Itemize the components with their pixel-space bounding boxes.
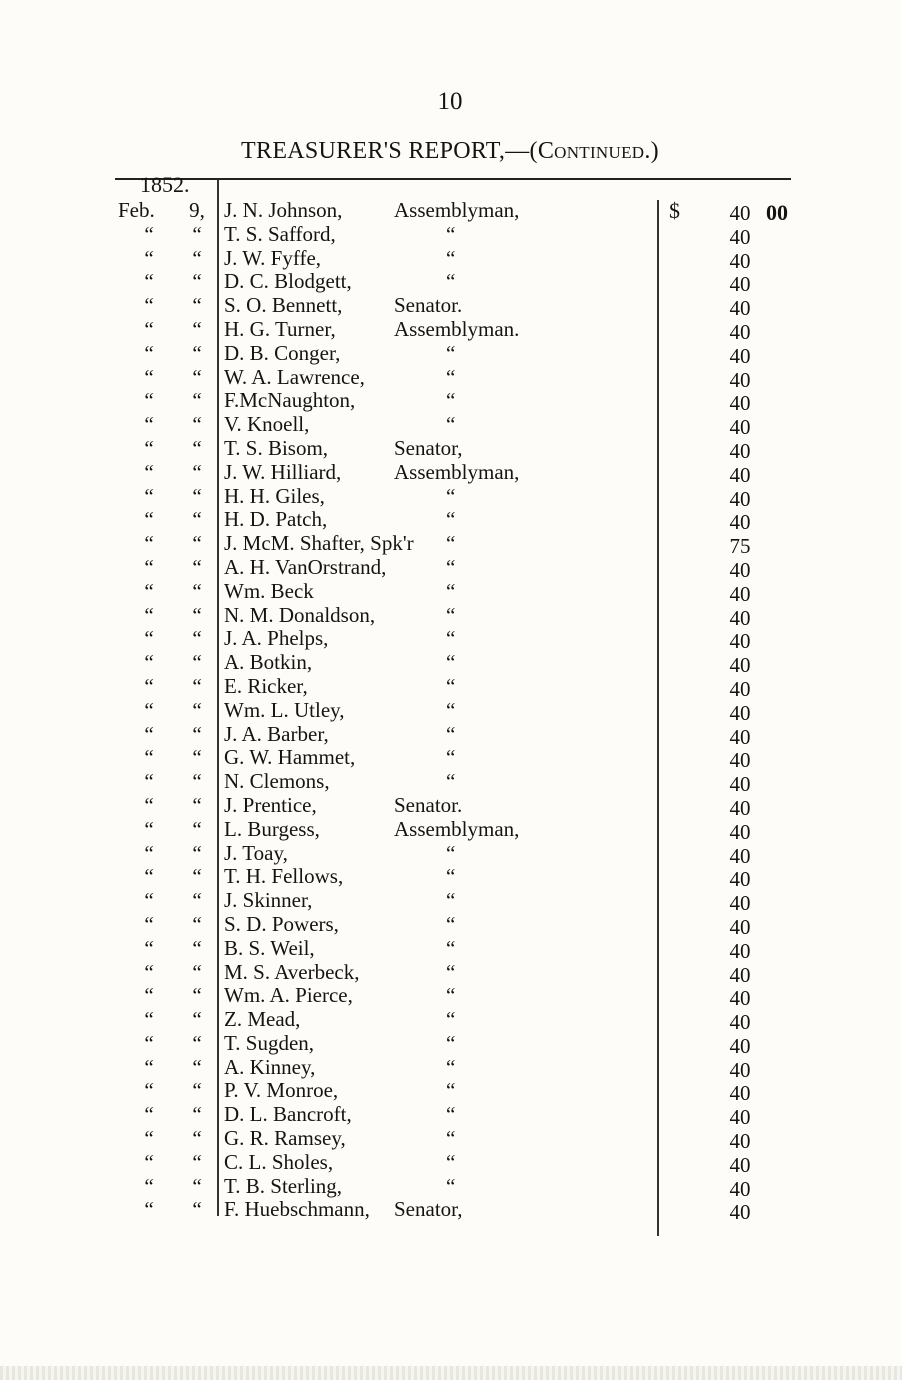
entry-month: “ (144, 459, 154, 484)
ledger-row (0, 721, 902, 749)
entry-amount: 40 (729, 962, 751, 987)
entry-role: Senator. (394, 792, 463, 817)
entry-month: “ (144, 697, 154, 722)
ledger-row (0, 531, 902, 559)
entry-name: A. Kinney, (224, 1054, 316, 1079)
entry-amount: 40 (729, 462, 751, 487)
entry-role: “ (446, 935, 456, 960)
entry-month: “ (144, 269, 154, 294)
entry-role: “ (446, 1126, 456, 1151)
title-close: ) (650, 138, 659, 164)
entry-month: “ (144, 1102, 154, 1127)
entry-amount: 40 (729, 367, 751, 392)
entry-day: “ (192, 1102, 202, 1127)
entry-day: “ (192, 364, 202, 389)
entry-month: “ (144, 1126, 154, 1151)
ledger-row (0, 483, 902, 511)
entry-day: “ (192, 626, 202, 651)
entry-month: “ (144, 840, 154, 865)
entry-role: “ (446, 769, 456, 794)
entry-name: A. H. VanOrstrand, (224, 554, 387, 579)
entry-day: “ (192, 1173, 202, 1198)
ledger-row (0, 983, 902, 1011)
entry-day: “ (192, 959, 202, 984)
entry-day: “ (192, 316, 202, 341)
entry-role: “ (446, 650, 456, 675)
entry-day: “ (192, 745, 202, 770)
ledger-row (0, 888, 902, 916)
ledger-row (0, 673, 902, 701)
entry-month: “ (144, 412, 154, 437)
entry-month: “ (144, 1173, 154, 1198)
entry-day: “ (192, 245, 202, 270)
entry-day: “ (192, 864, 202, 889)
entry-name: Z. Mead, (224, 1007, 301, 1032)
entry-name: T. S. Bisom, (224, 435, 329, 460)
ledger-row (0, 745, 902, 773)
entry-day: “ (192, 769, 202, 794)
entry-amount: 40 (729, 1105, 751, 1130)
cents-value: 00 (766, 200, 788, 225)
entry-name: Wm. A. Pierce, (224, 983, 353, 1008)
entry-day: 9, (189, 198, 205, 222)
entry-day: “ (192, 721, 202, 746)
ledger-row (0, 1149, 902, 1177)
entry-amount: 40 (729, 319, 751, 344)
ledger-row (0, 340, 902, 368)
entry-day: “ (192, 911, 202, 936)
ledger-row (0, 935, 902, 963)
entry-amount: 40 (729, 1057, 751, 1082)
entry-name: J. W. Fyffe, (224, 245, 322, 270)
entry-day: “ (192, 1126, 202, 1151)
entry-name: G. R. Ramsey, (224, 1126, 346, 1151)
entry-day: “ (192, 507, 202, 532)
entry-name: H. D. Patch, (224, 507, 328, 532)
ledger-row (0, 245, 902, 273)
ledger-row (0, 198, 902, 225)
entry-amount: 40 (729, 629, 751, 654)
entry-month: “ (144, 245, 154, 270)
entry-month: “ (144, 1007, 154, 1032)
entry-amount: 40 (729, 486, 751, 511)
entry-amount: 40 (729, 391, 751, 416)
entry-day: “ (192, 1197, 202, 1222)
entry-amount: 40 (729, 1033, 751, 1058)
entry-day: “ (192, 412, 202, 437)
entry-role: “ (446, 507, 456, 532)
entry-day: “ (192, 293, 202, 318)
entry-name: D. B. Conger, (224, 340, 341, 365)
entry-role: “ (446, 864, 456, 889)
entry-day: “ (192, 269, 202, 294)
entry-name: F.McNaughton, (224, 388, 356, 413)
ledger-row (0, 816, 902, 844)
entry-name: H. G. Turner, (224, 316, 336, 341)
entry-month: “ (144, 769, 154, 794)
entry-amount: 40 (729, 914, 751, 939)
entry-month: “ (144, 935, 154, 960)
ledger-row (0, 1007, 902, 1035)
entry-name: H. H. Giles, (224, 483, 325, 508)
entry-amount: 40 (729, 676, 751, 701)
entry-amount: 40 (729, 1152, 751, 1177)
entry-name: S. D. Powers, (224, 911, 339, 936)
entry-month: “ (144, 578, 154, 603)
ledger-row (0, 459, 902, 487)
entry-name: J. W. Hilliard, (224, 459, 342, 484)
entry-role: “ (446, 1078, 456, 1103)
entry-day: “ (192, 531, 202, 556)
entry-day: “ (192, 388, 202, 413)
entry-month: “ (144, 745, 154, 770)
entry-amount: 40 (729, 438, 751, 463)
entry-month: “ (144, 911, 154, 936)
entry-name: N. Clemons, (224, 769, 330, 794)
entry-amount: 40 (729, 1129, 751, 1154)
entry-day: “ (192, 578, 202, 603)
entry-name: M. S. Averbeck, (224, 959, 360, 984)
entry-day: “ (192, 888, 202, 913)
ledger-row (0, 697, 902, 725)
entry-month: “ (144, 483, 154, 508)
ledger-row (0, 626, 902, 654)
entry-role: “ (446, 673, 456, 698)
entry-role: “ (446, 221, 456, 246)
entry-amount: 40 (729, 653, 751, 678)
entry-role: “ (446, 1007, 456, 1032)
entry-month: “ (144, 721, 154, 746)
entry-day: “ (192, 1030, 202, 1055)
entry-month: “ (144, 626, 154, 651)
entry-name: W. A. Lawrence, (224, 364, 365, 389)
dollar-sign: $ (669, 198, 680, 223)
ledger-row (0, 1126, 902, 1154)
entry-role: “ (446, 531, 456, 556)
ledger-row (0, 269, 902, 297)
entry-role: “ (446, 1173, 456, 1198)
entry-amount: 40 (729, 795, 751, 820)
entry-day: “ (192, 340, 202, 365)
entry-day: “ (192, 602, 202, 627)
ledger-rows (0, 198, 902, 1225)
entry-name: T. S. Safford, (224, 221, 336, 246)
ledger-row (0, 1102, 902, 1130)
ledger-row (0, 221, 902, 249)
entry-month: “ (144, 864, 154, 889)
entry-day: “ (192, 1007, 202, 1032)
entry-amount: 40 (729, 748, 751, 773)
entry-role: Assemblyman, (394, 816, 520, 841)
entry-amount: 40 (729, 201, 751, 225)
entry-role: “ (446, 412, 456, 437)
entry-month: “ (144, 888, 154, 913)
entry-month: “ (144, 293, 154, 318)
entry-name: D. L. Bancroft, (224, 1102, 352, 1127)
entry-name: J. N. Johnson, (224, 198, 343, 222)
entry-day: “ (192, 935, 202, 960)
entry-day: “ (192, 1054, 202, 1079)
page-title (150, 138, 750, 165)
entry-day: “ (192, 435, 202, 460)
entry-role: “ (446, 483, 456, 508)
entry-role: “ (446, 1149, 456, 1174)
year-label: 1852. (140, 172, 190, 197)
entry-name: G. W. Hammet, (224, 745, 356, 770)
entry-role: “ (446, 721, 456, 746)
entry-amount: 40 (729, 248, 751, 273)
entry-name: D. C. Blodgett, (224, 269, 352, 294)
entry-name: J. A. Phelps, (224, 626, 329, 651)
entry-role: “ (446, 1054, 456, 1079)
entry-month: “ (144, 435, 154, 460)
entry-role: Senator, (394, 1197, 463, 1222)
entry-role: “ (446, 983, 456, 1008)
entry-role: “ (446, 578, 456, 603)
entry-amount: 40 (729, 843, 751, 868)
ledger-row (0, 364, 902, 392)
entry-amount: 40 (729, 557, 751, 582)
ledger-row (0, 1054, 902, 1082)
entry-month: Feb. (118, 198, 155, 222)
entry-amount: 40 (729, 415, 751, 440)
entry-name: B. S. Weil, (224, 935, 315, 960)
entry-month: “ (144, 983, 154, 1008)
entry-day: “ (192, 697, 202, 722)
title-main: TREASURER'S REPORT,—( (241, 138, 538, 164)
entry-amount: 40 (729, 1200, 751, 1225)
ledger-row (0, 911, 902, 939)
entry-amount: 40 (729, 272, 751, 297)
entry-month: “ (144, 602, 154, 627)
entry-amount: 75 (729, 534, 751, 559)
entry-month: “ (144, 531, 154, 556)
entry-role: “ (446, 911, 456, 936)
entry-amount: 40 (729, 891, 751, 916)
entry-name: N. M. Donaldson, (224, 602, 376, 627)
entry-amount: 40 (729, 867, 751, 892)
entry-role: “ (446, 888, 456, 913)
entry-amount: 40 (729, 224, 751, 249)
entry-amount: 40 (729, 938, 751, 963)
entry-name: T. H. Fellows, (224, 864, 344, 889)
entry-month: “ (144, 1030, 154, 1055)
entry-amount: 40 (729, 772, 751, 797)
entry-role: “ (446, 388, 456, 413)
entry-day: “ (192, 983, 202, 1008)
page-bottom-edge (0, 1366, 902, 1380)
entry-amount: 40 (729, 819, 751, 844)
entry-role: Assemblyman, (394, 459, 520, 484)
entry-role: “ (446, 840, 456, 865)
entry-name: F. Huebschmann, (224, 1197, 370, 1222)
entry-month: “ (144, 1197, 154, 1222)
entry-name: T. B. Sterling, (224, 1173, 343, 1198)
entry-name: J. Skinner, (224, 888, 313, 913)
entry-month: “ (144, 507, 154, 532)
entry-amount: 40 (729, 700, 751, 725)
entry-day: “ (192, 816, 202, 841)
entry-day: “ (192, 792, 202, 817)
entry-role: “ (446, 364, 456, 389)
entry-amount: 40 (729, 1176, 751, 1201)
entry-role: “ (446, 959, 456, 984)
entry-day: “ (192, 650, 202, 675)
entry-name: J. McM. Shafter, Spk'r (224, 531, 414, 556)
entry-month: “ (144, 1078, 154, 1103)
entry-month: “ (144, 221, 154, 246)
entry-day: “ (192, 221, 202, 246)
entry-amount: 40 (729, 581, 751, 606)
entry-name: C. L. Sholes, (224, 1149, 334, 1174)
entry-name: J. Prentice, (224, 792, 317, 817)
ledger-row (0, 1173, 902, 1201)
entry-amount: 40 (729, 343, 751, 368)
ledger-row (0, 1078, 902, 1106)
entry-amount: 40 (729, 296, 751, 321)
entry-role: “ (446, 340, 456, 365)
ledger-row (0, 864, 902, 892)
entry-name: J. A. Barber, (224, 721, 329, 746)
ledger-row (0, 578, 902, 606)
entry-day: “ (192, 483, 202, 508)
entry-role: “ (446, 745, 456, 770)
entry-month: “ (144, 959, 154, 984)
ledger-row (0, 1030, 902, 1058)
title-continued: Continued. (537, 138, 651, 164)
entry-role: “ (446, 1030, 456, 1055)
entry-name: L. Burgess, (224, 816, 320, 841)
entry-name: T. Sugden, (224, 1030, 315, 1055)
entry-amount: 40 (729, 510, 751, 535)
page-number: 10 (437, 88, 463, 115)
entry-amount: 40 (729, 1081, 751, 1106)
entry-role: “ (446, 245, 456, 270)
ledger-row (0, 316, 902, 344)
entry-day: “ (192, 840, 202, 865)
ledger-row (0, 840, 902, 868)
entry-name: Wm. L. Utley, (224, 697, 345, 722)
entry-day: “ (192, 1078, 202, 1103)
entry-name: E. Ricker, (224, 673, 308, 698)
entry-month: “ (144, 650, 154, 675)
ledger-row (0, 959, 902, 987)
entry-role: “ (446, 1102, 456, 1127)
entry-day: “ (192, 1149, 202, 1174)
entry-role: “ (446, 554, 456, 579)
ledger-row (0, 435, 902, 463)
ledger-row (0, 602, 902, 630)
entry-month: “ (144, 316, 154, 341)
entry-amount: 40 (729, 1010, 751, 1035)
ledger-row (0, 412, 902, 440)
entry-role: Assemblyman, (394, 198, 520, 222)
entry-day: “ (192, 459, 202, 484)
entry-name: V. Knoell, (224, 412, 310, 437)
ledger-row (0, 388, 902, 416)
ledger-row (0, 1197, 902, 1225)
entry-month: “ (144, 1054, 154, 1079)
entry-month: “ (144, 364, 154, 389)
entry-name: S. O. Bennett, (224, 293, 343, 318)
entry-amount: 40 (729, 724, 751, 749)
entry-month: “ (144, 554, 154, 579)
entry-role: Assemblyman. (394, 316, 520, 341)
entry-month: “ (144, 388, 154, 413)
entry-role: Senator. (394, 293, 463, 318)
entry-role: Senator, (394, 435, 463, 460)
entry-role: “ (446, 626, 456, 651)
entry-month: “ (144, 816, 154, 841)
entry-name: A. Botkin, (224, 650, 313, 675)
entry-month: “ (144, 1149, 154, 1174)
entry-month: “ (144, 792, 154, 817)
ledger-row (0, 507, 902, 535)
ledger-row (0, 293, 902, 321)
entry-month: “ (144, 340, 154, 365)
entry-name: J. Toay, (224, 840, 288, 865)
entry-role: “ (446, 697, 456, 722)
entry-amount: 40 (729, 605, 751, 630)
entry-name: P. V. Monroe, (224, 1078, 339, 1103)
entry-day: “ (192, 554, 202, 579)
entry-role: “ (446, 269, 456, 294)
ledger-row (0, 769, 902, 797)
entry-role: “ (446, 602, 456, 627)
ledger-row (0, 792, 902, 820)
ledger-row (0, 650, 902, 678)
entry-month: “ (144, 673, 154, 698)
entry-day: “ (192, 673, 202, 698)
ledger-row (0, 554, 902, 582)
entry-amount: 40 (729, 986, 751, 1011)
entry-name: Wm. Beck (224, 578, 314, 603)
